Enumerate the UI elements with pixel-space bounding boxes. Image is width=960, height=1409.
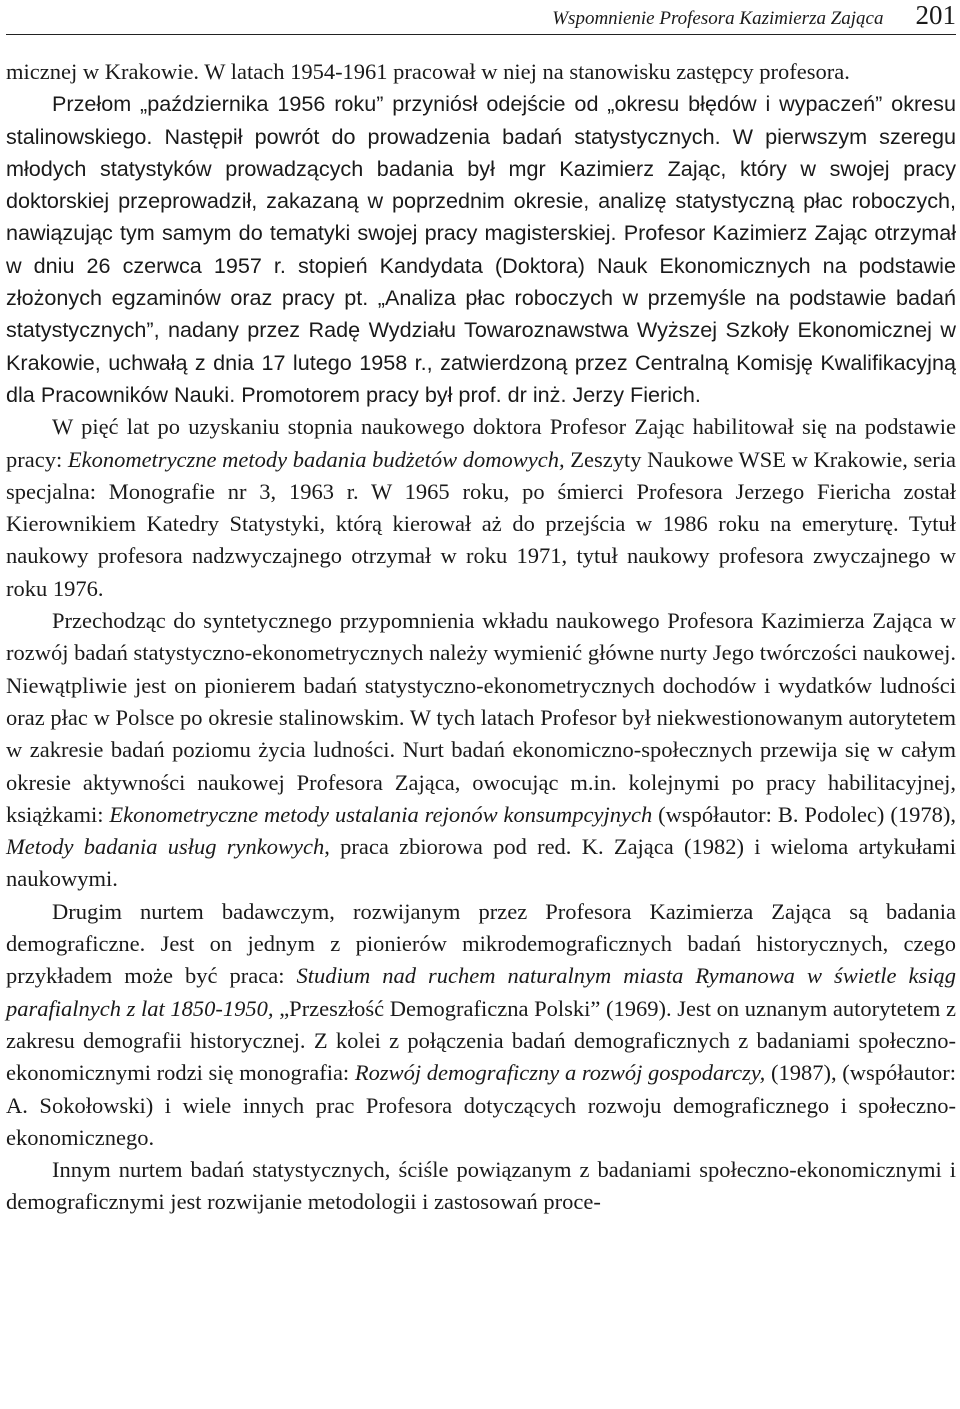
paragraph-5 xyxy=(6,896,956,1154)
paragraph-text: Przełom „października 1956 roku” przyniósł odejście od „okresu błędów i wypaczeń” okresu stalinowskiego. Następił powrót do prowadzenia badań statystycznych. W pierwszym szeregu młodych statystyków prowadzących badania był mgr Kazimierz Zając, który w swojej pracy doktorskiej przeprowadził, zakazaną w poprzednim okresie, analizę statystyczną płac roboczych, nawiązując tym samym do tematyki swojej pracy magisterskiej. Profesor Kazimierz Zając otrzymał w dniu 26 czerwca 1957 r. stopień Kandydata (Doktora) Nauk Ekonomicznych na podstawie złożonych egzaminów oraz pracy pt. „Analiza płac roboczych w przemyśle na podstawie badań statystycznych”, nadany przez Radę Wydziału Towaroznawstwa Wyższej Szkoły Ekonomicznej w Krakowie, uchwałą z dnia 17 lutego 1958 r., zatwierdzoną przez Centralną Komisję Kwalifikacyjną dla Pracowników Nauki. Promotorem pracy był prof. dr inż. Jerzy Fierich. xyxy=(6,91,956,407)
paragraph-text: Drugim nurtem badawczym, rozwijanym przez Profesora Kazimierza Zająca są badania demograficzne. Jest on jednym z pionierów mikrodemograficznych badań historycznych, czego przykładem może być praca: xyxy=(6,898,956,989)
paragraph-text: Innym nurtem badań statystycznych, ściśle powiązanym z badaniami społeczno-ekonomicznymi i demograficznymi jest rozwijanie metodologii i zastosowań proce- xyxy=(6,1157,956,1215)
book-title: Ekonometryczne metody badania budżetów domowych, xyxy=(67,446,565,472)
paragraph-1 xyxy=(6,56,956,88)
paragraph-4 xyxy=(6,605,956,896)
paragraph-text: (1987), (współautor: A. Sokołowski) i wiele innych prac Profesora dotyczących rozwoju demograficznego i społeczno-ekonomicznego. xyxy=(6,1060,956,1150)
paragraph-3 xyxy=(6,411,956,605)
paragraph-text: „Przeszłość Demograficzna Polski” (1969). Jest on uznanym autorytetem z zakresu demografii historycznej. Z kolei z połączenia badań demograficznych z badaniami społeczno-ekonomicznymi rodzi się monografia: xyxy=(6,995,956,1086)
running-header xyxy=(6,0,956,35)
book-title: Rozwój demograficzny a rozwój gospodarczy, xyxy=(354,1060,766,1086)
page-number: 201 xyxy=(915,0,956,30)
paragraph-text: Zeszyty Naukowe WSE w Krakowie, seria specjalna: Monografie nr 3, 1963 r. W 1965 roku, po śmierci Profesora Jerzego Fiericha został Kierownikiem Katedry Statystyki, którą kierował aż do przejścia w 1986 roku na emeryturę. Tytuł naukowy profesora nadzwyczajnego otrzymał w roku 1971, tytuł naukowy profesora zwyczajnego w roku 1976. xyxy=(6,446,956,601)
book-title: Ekonometryczne metody ustalania rejonów konsumpcyjnych xyxy=(109,801,653,827)
paragraph-text: (współautor: B. Podolec) (1978), xyxy=(652,801,956,827)
book-title: Studium nad ruchem naturalnym miasta Rymanowa w świetle ksiąg parafialnych z lat 1850-1950, xyxy=(6,963,956,1021)
paragraph-2 xyxy=(6,88,956,411)
running-header-title: Wspomnienie Profesora Kazimierza Zająca xyxy=(552,8,884,29)
body-text xyxy=(6,56,956,1219)
paragraph-text: , praca zbiorowa pod red. K. Zająca (1982) i wieloma artykułami naukowymi. xyxy=(6,834,957,892)
paragraph-text: Przechodząc do syntetycznego przypomnienia wkładu naukowego Profesora Kazimierza Zająca w rozwój badań statystyczno-ekonometrycznych należy wymienić główne nurty Jego twórczości naukowej. Niewątpliwie jest on pionierem badań statystyczno-ekonometrycznych dochodów i wydatków ludności oraz płac w Polsce po okresie stalinowskim. W tych latach Profesor był niekwestionowanym autorytetem w zakresie badań poziomu życia ludności. Nurt badań ekonomiczno-społecznych przewija się w całym okresie aktywności naukowej Profesora Zająca, owocując m.in. kolejnymi po pracy habilitacyjnej, książkami: xyxy=(6,608,956,827)
paragraph-text: micznej w Krakowie. W latach 1954-1961 pracował w niej na stanowisku zastępcy profesora. xyxy=(6,59,850,84)
paragraph-text: W pięć lat po uzyskaniu stopnia naukowego doktora Profesor Zając habilitował się na podstawie pracy: xyxy=(6,414,956,472)
paragraph-6 xyxy=(6,1154,956,1219)
book-title: Metody badania usług rynkowych xyxy=(6,834,325,860)
